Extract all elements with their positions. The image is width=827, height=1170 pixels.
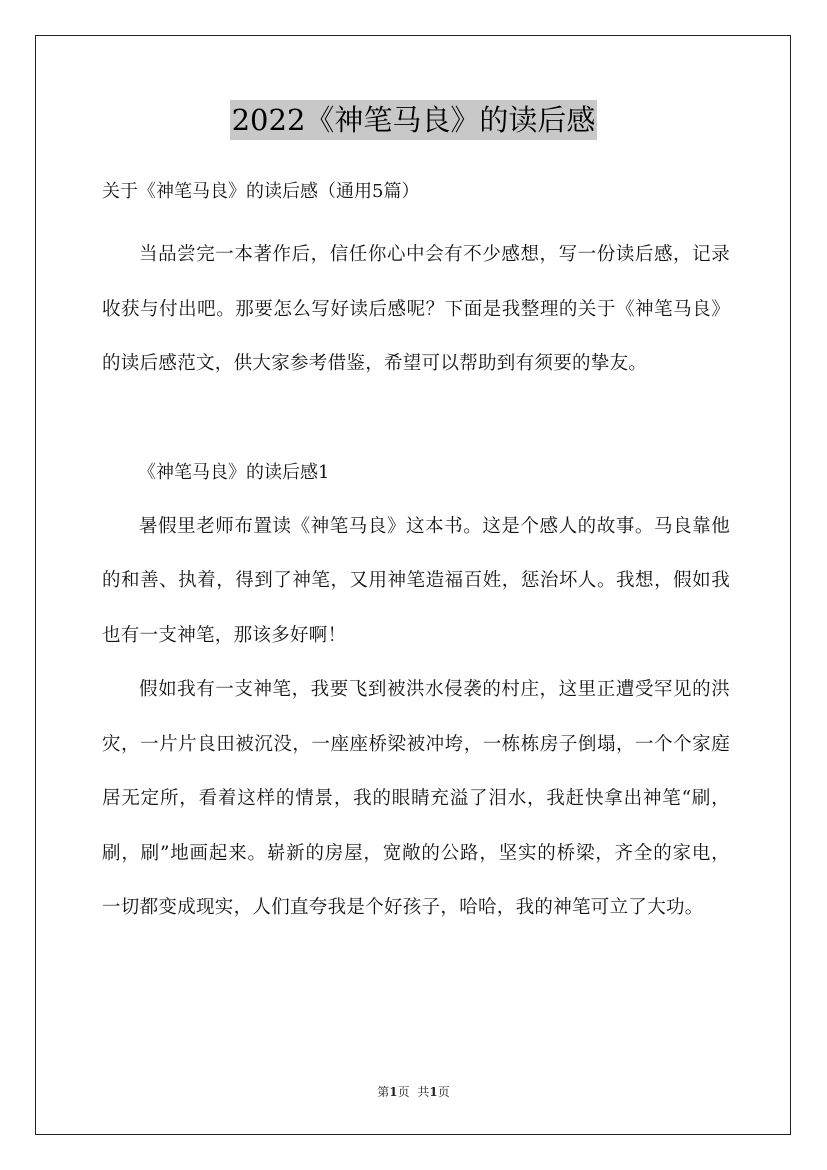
section-heading: 《神笔马良》的读后感1 bbox=[138, 461, 330, 483]
document-subtitle: 关于《神笔马良》的读后感（通用5篇） bbox=[102, 181, 420, 202]
document-title: 2022《神笔马良》的读后感 bbox=[230, 100, 598, 140]
total-prefix: 共 bbox=[417, 1085, 430, 1099]
title-wrap bbox=[0, 100, 827, 140]
total-pages: 1 bbox=[429, 1085, 438, 1099]
intro-paragraph: 当品尝完一本著作后，信任你心中会有不少感想，写一份读后感，记录收获与付出吧。那要怎么写好读后感呢？下面是我整理的关于《神笔马良》的读后感范文，供大家参考借鉴，希望可以帮助到有须要的挚友。 bbox=[102, 244, 730, 374]
page-suffix: 页 bbox=[397, 1085, 410, 1099]
section-paragraph: 假如我有一支神笔，我要飞到被洪水侵袭的村庄，这里正遭受罕见的洪灾，一片片良田被沉没，一座座桥梁被冲垮，一栋栋房子倒塌，一个个家庭居无定所，看着这样的情景，我的眼睛充溢了泪水，我赶快拿出神笔“刷，刷，刷”地画起来。崭新的房屋，宽敞的公路，坚实的桥梁，齐全的家电，一切都变成现实，人们直夸我是个好孩子，哈哈，我的神笔可立了大功。 bbox=[102, 679, 730, 918]
page-footer bbox=[0, 1083, 827, 1101]
section-paragraph: 暑假里老师布置读《神笔马良》这本书。这是个感人的故事。马良靠他的和善、执着，得到了神笔，又用神笔造福百姓，惩治坏人。我想，假如我也有一支神笔，那该多好啊！ bbox=[102, 515, 730, 646]
total-suffix: 页 bbox=[437, 1085, 450, 1099]
section-1 bbox=[102, 446, 730, 936]
page-prefix: 第 bbox=[377, 1085, 390, 1099]
page-number: 1 bbox=[389, 1085, 398, 1099]
document-body bbox=[102, 174, 730, 936]
